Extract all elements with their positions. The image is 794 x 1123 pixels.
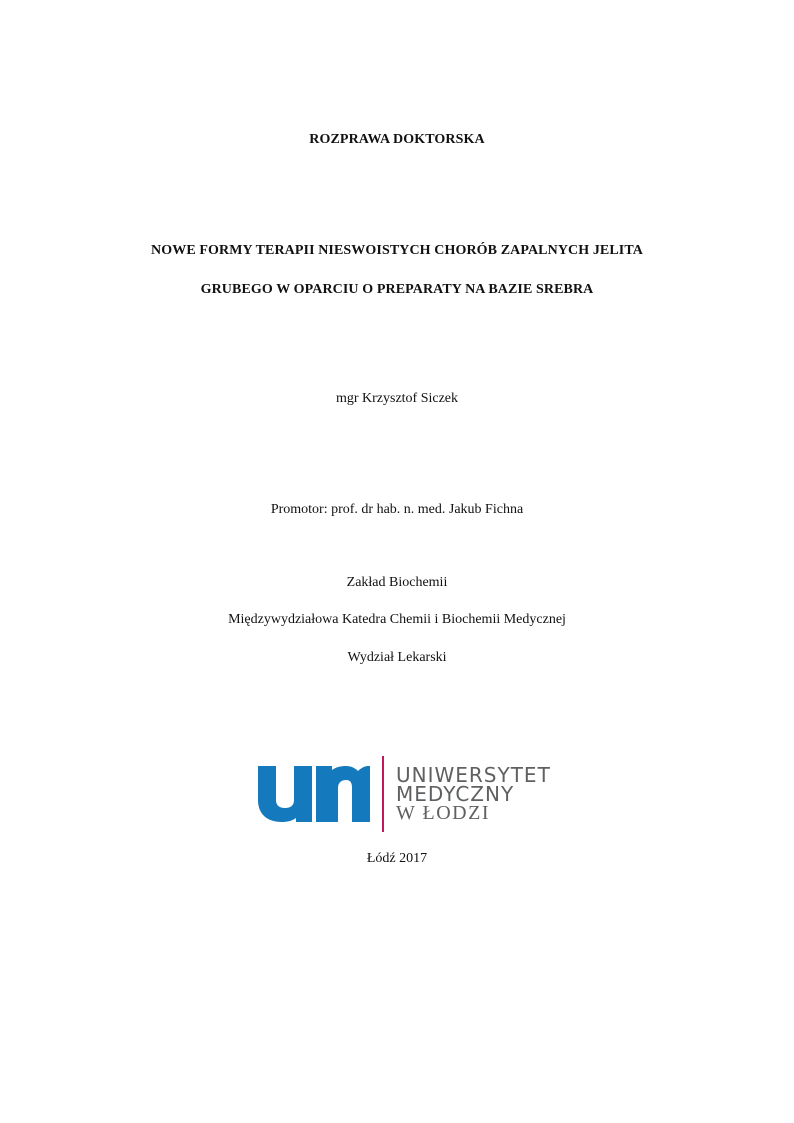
logo-line-3: W ŁODZI bbox=[396, 802, 490, 824]
chair: Międzywydziałowa Katedra Chemii i Biochemii Medycznej bbox=[228, 612, 566, 627]
logo-line-2: MEDYCZNY bbox=[396, 782, 515, 806]
thesis-title-line-1: NOWE FORMY TERAPII NIESWOISTYCH CHORÓB ZAPALNYCH JELITA bbox=[151, 243, 643, 258]
supervisor: Promotor: prof. dr hab. n. med. Jakub Fichna bbox=[270, 502, 524, 517]
logo-divider bbox=[382, 756, 384, 832]
author-name: mgr Krzysztof Siczek bbox=[335, 391, 459, 406]
department: Zakład Biochemii bbox=[346, 575, 448, 590]
document-type: ROZPRAWA DOKTORSKA bbox=[309, 132, 485, 147]
um-logo-mark-icon bbox=[256, 766, 370, 822]
logo-line-1: UNIWERSYTET bbox=[396, 763, 551, 787]
university-logo bbox=[256, 756, 566, 832]
thesis-title-line-2: GRUBEGO W OPARCIU O PREPARATY NA BAZIE SREBRA bbox=[200, 282, 594, 297]
logo-wordmark bbox=[396, 763, 551, 824]
faculty: Wydział Lekarski bbox=[347, 650, 447, 665]
place-and-date: Łódź 2017 bbox=[366, 851, 428, 866]
